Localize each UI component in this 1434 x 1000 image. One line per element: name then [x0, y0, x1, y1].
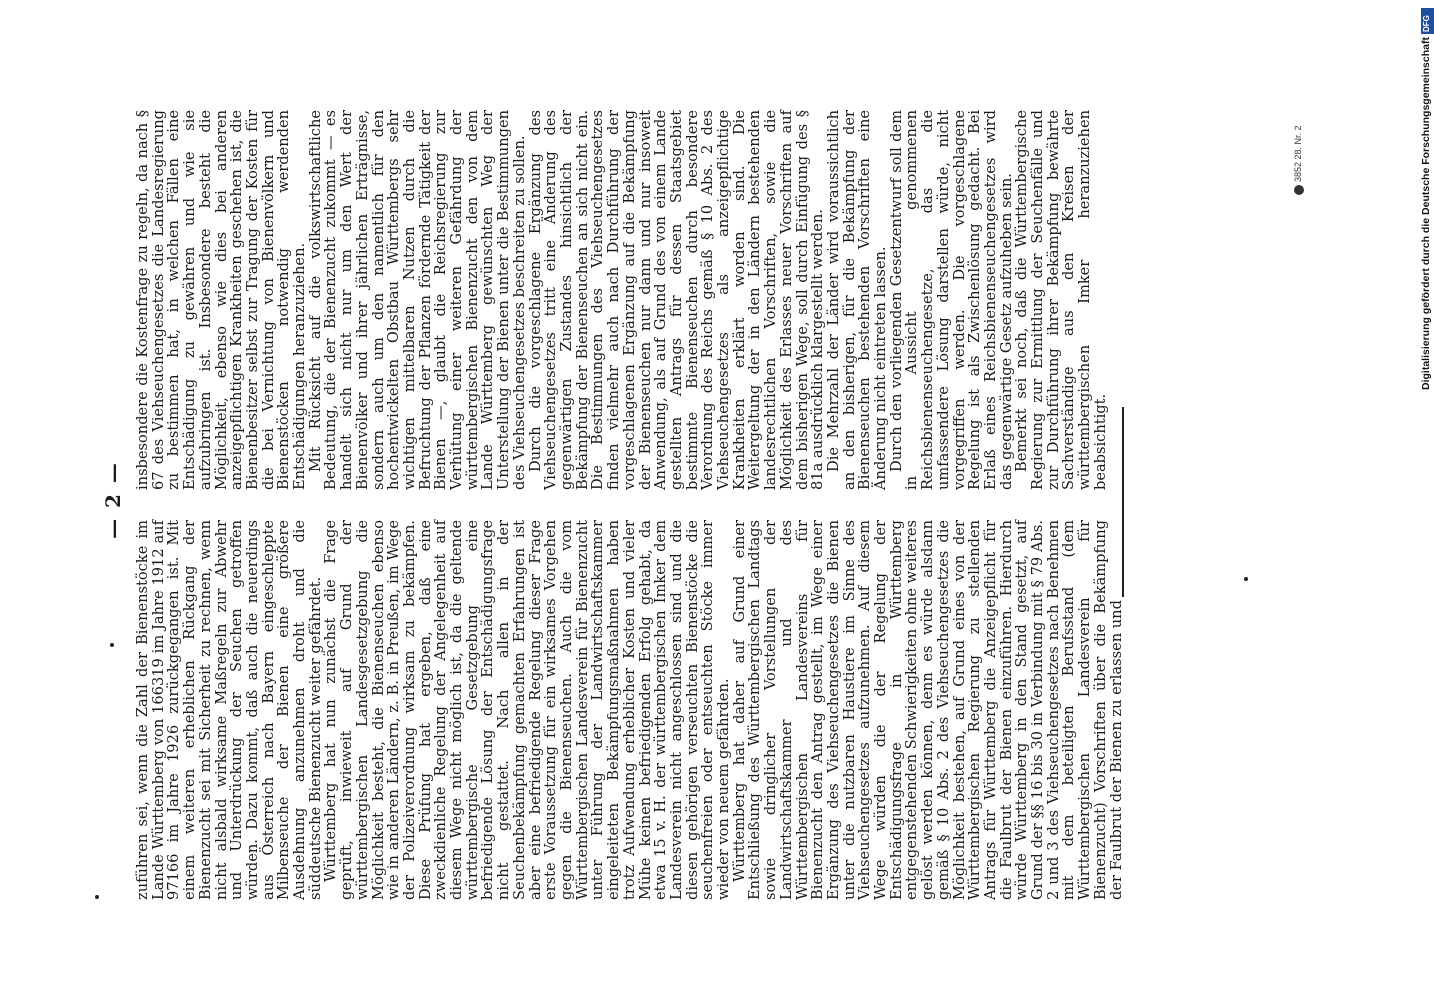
page-number: — 2 — — [101, 461, 125, 539]
text-column-left — [135, 520, 1124, 900]
paragraph: Württemberg hat daher auf Grund einer Entschließung des Württembergischen Landtags sowie dringlicher Vorstellungen der Landwirtschaftskammer und des Württembergischen Landesvereins für Bienenzucht den Antrag gestellt, im Wege einer Ergänzung des Viehseuchengesetzes die Bienen unter die nutzbaren Haustiere im Sinne des Viehseuchengesetzes aufzunehmen. Auf diesem Wege würden die der Regelung der Entschädigungsfrage in Württemberg entgegenstehenden Schwierigkeiten ohne weiteres gelöst werden können, denn es würde alsdann gemäß § 10 Abs. 2 des Viehseuchengesetzes die Möglichkeit bestehen, auf Grund eines von der Württembergischen Regierung zu stellenden Antrags für Württemberg die Anzeigepflicht für die Faulbrut der Bienen einzuführen. Hierdurch würde Württemberg in den Stand gesetzt, auf Grund der §§ 16 bis 30 in Verbindung mit § 79 Abs. 2 und 3 des Viehseuchengesetzes nach Benehmen mit dem beteiligten Berufsstand (dem Württembergischen Landesverein für Bienenzucht) Vorschriften über die Bekämpfung der Faulbrut der Bienen zu erlassen und — [730, 520, 1125, 900]
paragraph: Die Mehrzahl der Länder wird voraussichtlich an den bisherigen, für die Bekämpfung der Bienenseuchen bestehenden Vorschriften eine Änderung nicht eintreten lassen. — [824, 110, 890, 490]
page-speck — [95, 895, 99, 899]
paragraph: Mit Rücksicht auf die volkswirtschaftliche Bedeutung, die der Bienenzucht zukommt — es handelt sich nicht nur um den Wert der Bienenvölker und ihrer jährlichen Erträgnisse, sondern auch um den namentlich für den hochentwickelten Obstbau Württembergs sehr wichtigen mittelbaren Nutzen durch die Befruchtung der Pflanzen fördernde Tätigkeit der Bienen —, glaubt die Reichsregierung zur Verhütung einer weiteren Gefährdung der württembergischen Bienenzucht den von dem Lande Württemberg gewünschten Weg der Unterstellung der Bienen unter die Bestimmungen des Viehseuchengesetzes beschreiten zu sollen. — [306, 110, 528, 490]
archive-signature — [1292, 110, 1306, 220]
digitization-text: Digitalisierung gefördert durch die Deutsche Forschungsgemeinschaft — [1420, 37, 1432, 390]
text-column-right — [135, 110, 1109, 490]
paragraph: insbesondere die Kostenfrage zu regeln, da nach § 67 des Viehseuchengesetzes die Landesregierung zu bestimmen hat, in welchen Fällen eine Entschädigung zu gewähren und wie sie aufzubringen ist. Insbesondere besteht die Möglichkeit, ebenso wie dies bei anderen anzeigepflichtigen Krankheiten geschehen ist, die Bienenbesitzer selbst zur Tragung der Kosten für die bei Vernichtung von Bienenvölkern und Bienenstöcken notwendig werdenden Entschädigungen heranzuziehen. — [134, 110, 309, 490]
page-speck — [1244, 577, 1248, 581]
dfg-label: DFG — [1422, 15, 1431, 32]
paragraph: Durch die vorgeschlagene Ergänzung des Viehseuchengesetzes tritt eine Änderung des gegenwärtigen Zustandes hinsichtlich der Bekämpfung der Bienenseuchen an sich nicht ein. Die Bestimmungen des Viehseuchengesetzes finden vielmehr auch nach Durchführung der vorgeschlagenen Ergänzung auf die Bekämpfung der Bienenseuchen nur dann und nur insoweit Anwendung, als auf Grund des von einem Lande gestellten Antrags für dessen Staatsgebiet bestimmte Bienenseuchen durch besondere Verordnung des Reichs gemäß § 10 Abs. 2 des Viehseuchengesetzes als anzeigepflichtige Krankheiten erklärt worden sind. Die Weitergeltung der in den Ländern bestehenden landesrechtlichen Vorschriften, sowie die Möglichkeit des Erlasses neuer Vorschriften auf dem bisherigen Wege, soll durch Einfügung des § 81a ausdrücklich klargestellt werden. — [526, 110, 827, 490]
page-speck — [110, 643, 114, 647]
end-rule — [1122, 407, 1124, 597]
paragraph: Bemerkt sei noch, daß die Württembergische Regierung zur Ermittlung der Seuchenfälle und zur Durchführung ihrer Bekämpfung bewährte Sachverständige aus den Kreisen der württembergischen Imker heranzuziehen beabsichtigt. — [1013, 110, 1109, 490]
signature-label: 3852 28. Nr. 2 — [1293, 125, 1303, 182]
rotated-page-content — [101, 100, 1125, 900]
page-header — [101, 100, 131, 900]
paragraph: zuführen sei, wenn die Zahl der Bienenstöcke im Lande Württemberg von 166319 im Jahre 1912 auf 97166 im Jahre 1926 zurückgegangen ist. Mit einem weiteren erheblichen Rückgang der Bienenzucht sei mit Sicherheit zu rechnen, wenn nicht alsbald wirksame Maßregeln zur Abwehr und Unterdrückung der Seuchen getroffen würden. Dazu kommt, daß auch die neuerdings aus Österreich nach Bayern eingeschleppte Milbenseuche der Bienen eine größere Ausdehnung anzunehmen droht und die süddeutsche Bienenzucht weiter gefährdet. — [134, 520, 324, 900]
digitization-note — [1420, 10, 1434, 990]
paragraph: Württemberg hat nun zunächst die Frage geprüft, inwieweit auf Grund der württembergischen Landesgesetzgebung die Möglichkeit besteht, die Bienenseuchen ebenso wie in anderen Ländern, z. B. in Preußen, im Wege der Polizeiverordnung wirksam zu bekämpfen. Diese Prüfung hat ergeben, daß eine zweckdienliche Regelung der Angelegenheit auf diesem Wege nicht möglich ist, da die geltende württembergische Gesetzgebung eine befriedigende Lösung der Entschädigungsfrage nicht gestattet. Nach allen in der Seuchenbekämpfung gemachten Erfahrungen ist aber eine befriedigende Regelung dieser Frage erste Voraussetzung für ein wirksames Vorgehen gegen die Bienenseuchen. Auch die vom Württembergischen Landesverein für Bienenzucht unter Führung der Landwirtschaftskammer eingeleiteten Bekämpfungsmaßnahmen haben trotz Aufwendung erheblicher Kosten und vieler Mühe keinen befriedigenden Erfolg gehabt, da etwa 15 v. H. der württembergischen Imker dem Landesverein nicht angeschlossen sind und die diesen gehörigen verseuchten Bienenstöcke die seuchenfreien oder entseuchten Stöcke immer wieder von neuem gefährden. — [322, 520, 733, 900]
paragraph: Durch den vorliegenden Gesetzentwurf soll dem in Aussicht genommenen Reichsbienenseuchengesetze, das die umfassendere Lösung darstellen würde, nicht vorgegriffen werden. Die vorgeschlagene Regelung ist als Zwischenlösung gedacht. Bei Erlaß eines Reichsbienenseuchengesetzes wird das gegenwärtige Gesetz aufzuheben sein. — [887, 110, 1015, 490]
